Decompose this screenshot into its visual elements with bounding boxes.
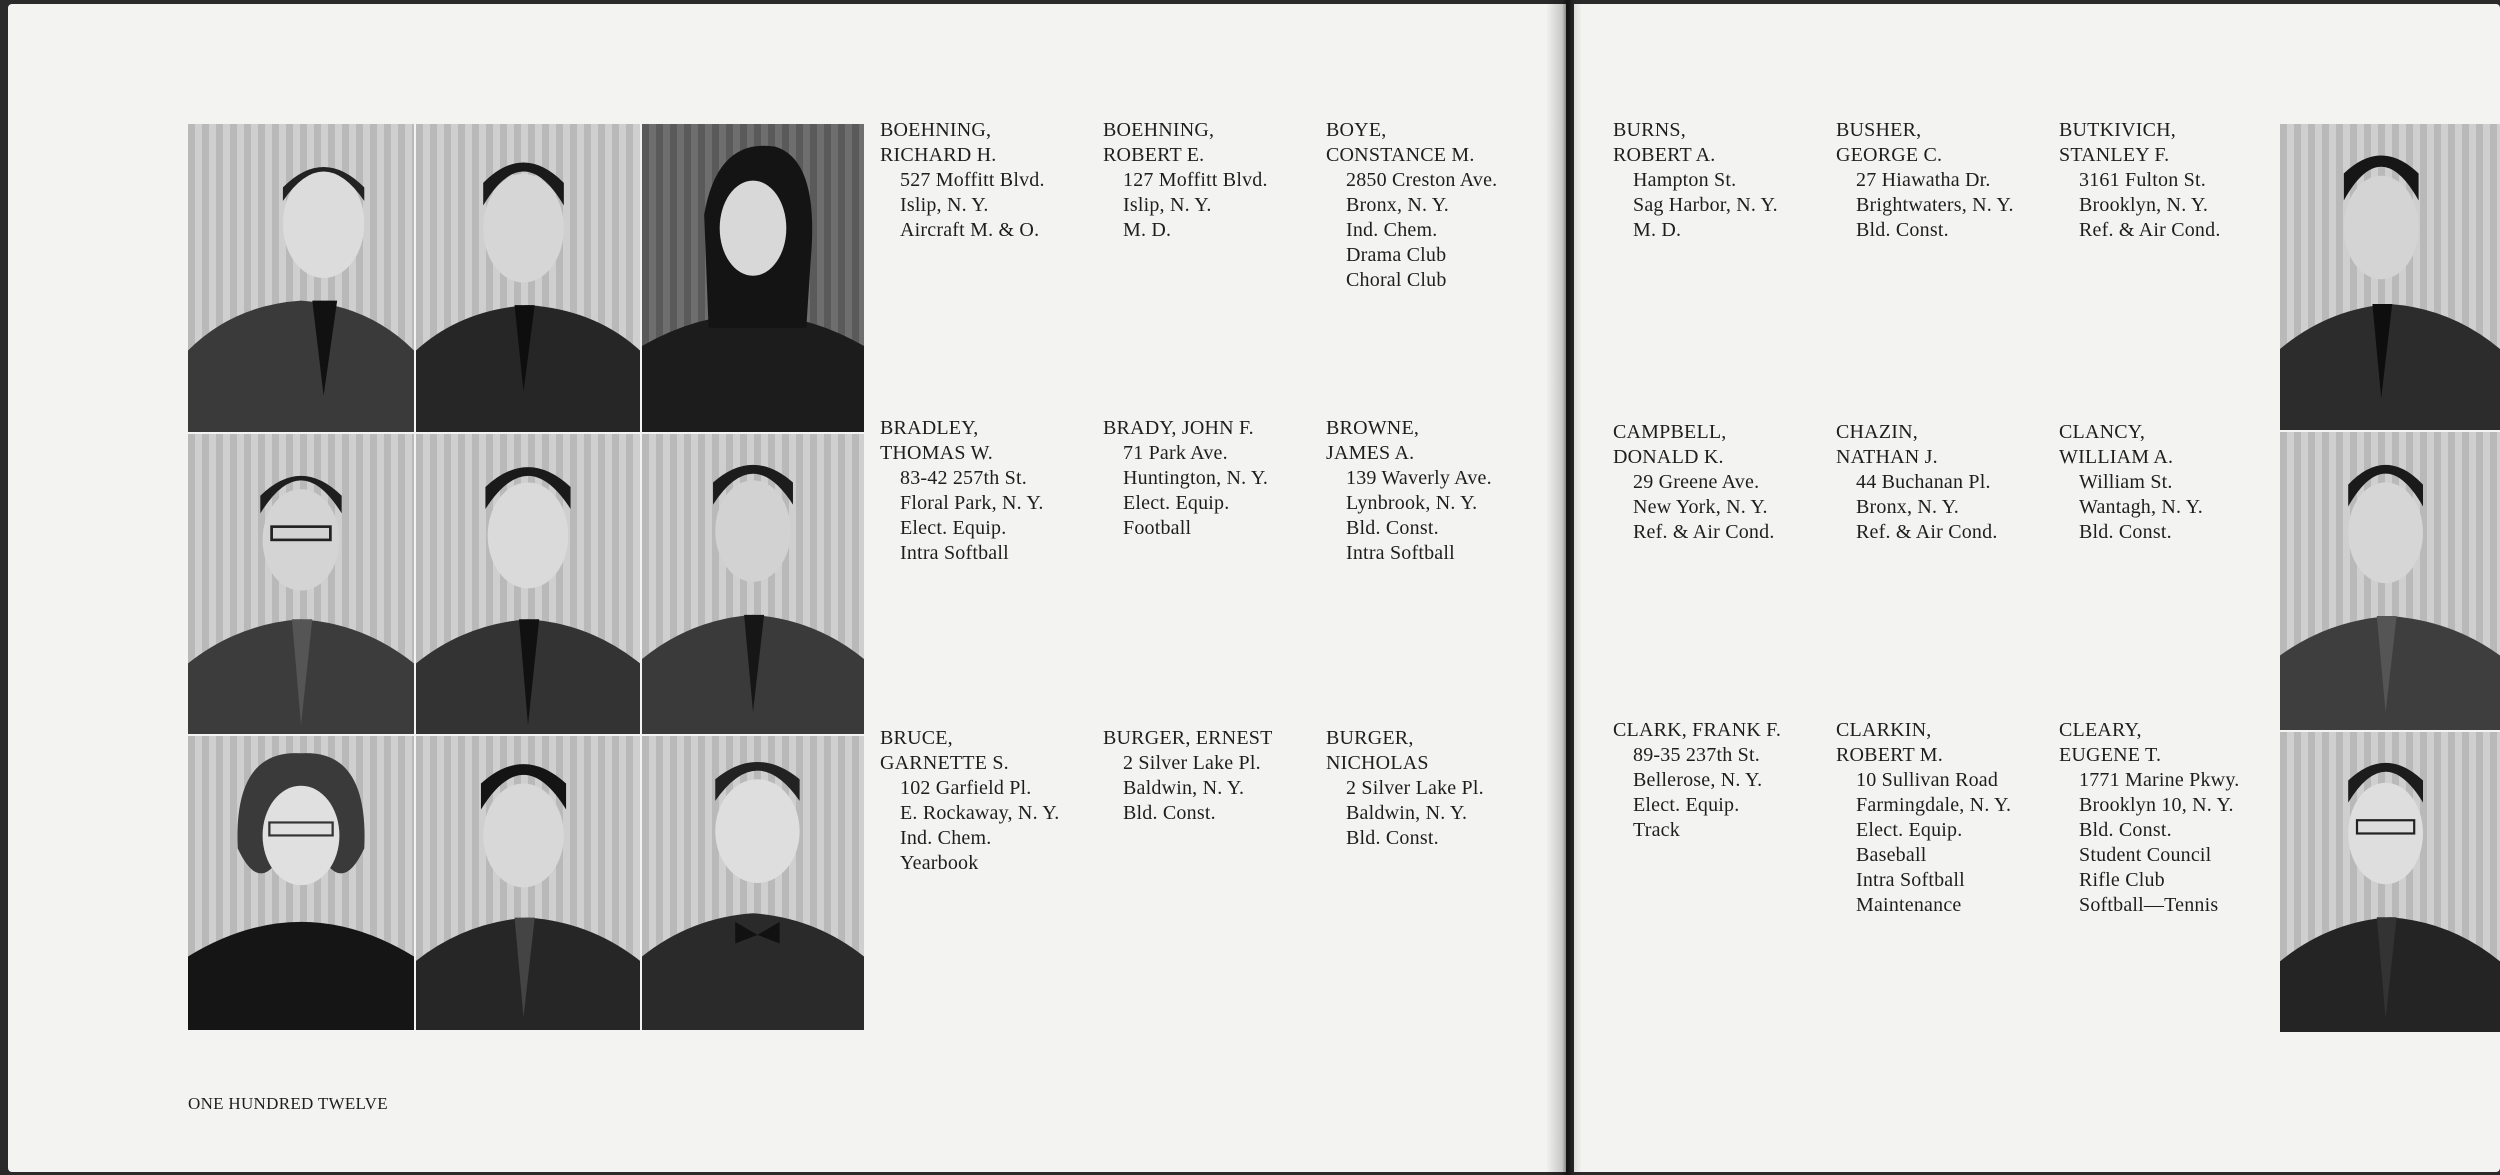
portrait-burger-nicholas [642, 736, 864, 1030]
entry-name-line: BUSHER, [1836, 119, 1922, 141]
entry-detail: 127 Moffitt Blvd. [1123, 169, 1268, 191]
entry-detail: Bld. Const. [1346, 827, 1439, 849]
entry-detail: 83-42 257th St. [900, 467, 1027, 489]
entry-detail: Bellerose, N. Y. [1633, 769, 1763, 791]
entry-detail: 27 Hiawatha Dr. [1856, 169, 1991, 191]
entry-name-line: BURGER, [1326, 727, 1414, 749]
entry-detail: William St. [2079, 471, 2173, 493]
entry-detail: Islip, N. Y. [900, 194, 989, 216]
entry-detail: Lynbrook, N. Y. [1346, 492, 1478, 514]
portrait-burns-robert [2280, 124, 2500, 430]
entry-detail: 102 Garfield Pl. [900, 777, 1032, 799]
entry-detail: New York, N. Y. [1633, 496, 1768, 518]
entry-detail: Islip, N. Y. [1123, 194, 1212, 216]
entry-name-line: CLEARY, [2059, 719, 2142, 741]
entry-detail: Football [1123, 517, 1192, 539]
entry-burns-robert [1613, 118, 1778, 243]
entry-detail: 3161 Fulton St. [2079, 169, 2206, 191]
entry-boye-constance [1326, 118, 1497, 293]
entry-name-line: WILLIAM A. [2059, 446, 2174, 468]
entry-name-line: ROBERT E. [1103, 144, 1205, 166]
entry-detail: Farmingdale, N. Y. [1856, 794, 2012, 816]
entry-boehning-robert [1103, 118, 1268, 243]
book-gutter [1546, 0, 1582, 1175]
entry-name-line: BOEHNING, [1103, 119, 1215, 141]
portrait-boye-constance [642, 124, 864, 432]
entry-name-line: THOMAS W. [880, 442, 993, 464]
entry-detail: Aircraft M. & O. [900, 219, 1040, 241]
entry-detail: E. Rockaway, N. Y. [900, 802, 1060, 824]
entry-clark-frank [1613, 718, 1781, 843]
entry-detail: Bld. Const. [1346, 517, 1439, 539]
entry-clancy-william [2059, 420, 2203, 545]
entry-detail: Elect. Equip. [1856, 819, 1963, 841]
entry-detail: 89-35 237th St. [1633, 744, 1760, 766]
entry-name-line: CHAZIN, [1836, 421, 1918, 443]
entry-name-line: GEORGE C. [1836, 144, 1943, 166]
entry-detail: 2 Silver Lake Pl. [1346, 777, 1484, 799]
page-folio: ONE HUNDRED TWELVE [188, 1094, 388, 1113]
portrait-boehning-robert [416, 124, 640, 432]
entry-detail: Ref. & Air Cond. [2079, 219, 2221, 241]
entry-detail: Bld. Const. [2079, 521, 2172, 543]
portrait-browne-james [642, 434, 864, 734]
entry-detail: Wantagh, N. Y. [2079, 496, 2203, 518]
entry-name-line: CONSTANCE M. [1326, 144, 1475, 166]
entry-detail: Intra Softball [1856, 869, 1965, 891]
portrait-burger-ernest [416, 736, 640, 1030]
entry-detail: 139 Waverly Ave. [1346, 467, 1492, 489]
entry-detail: Rifle Club [2079, 869, 2165, 891]
entry-detail: Brooklyn, N. Y. [2079, 194, 2209, 216]
entry-busher-george [1836, 118, 2014, 243]
entry-detail: Bld. Const. [1123, 802, 1216, 824]
entry-detail: 10 Sullivan Road [1856, 769, 1999, 791]
entry-detail: Elect. Equip. [1633, 794, 1740, 816]
entry-detail: Student Council [2079, 844, 2212, 866]
portrait-boehning-richard [188, 124, 414, 432]
entry-butkivich-stanley [2059, 118, 2221, 243]
entry-detail: Track [1633, 819, 1680, 841]
entry-detail: 2850 Creston Ave. [1346, 169, 1498, 191]
entry-clarkin-robert [1836, 718, 2011, 918]
entry-detail: Elect. Equip. [900, 517, 1007, 539]
entry-name-line: DONALD K. [1613, 446, 1724, 468]
entry-detail: Maintenance [1856, 894, 1962, 916]
entry-brady-john [1103, 416, 1268, 541]
entry-detail: Huntington, N. Y. [1123, 467, 1269, 489]
entry-name-line: CAMPBELL, [1613, 421, 1727, 443]
entry-cleary-eugene [2059, 718, 2239, 918]
entry-detail: Bronx, N. Y. [1856, 496, 1959, 518]
entry-name-line: BUTKIVICH, [2059, 119, 2176, 141]
entry-detail: Choral Club [1346, 269, 1447, 291]
entry-detail: Bld. Const. [2079, 819, 2172, 841]
entry-detail: M. D. [1633, 219, 1682, 241]
entry-name-line: BRADY, JOHN F. [1103, 417, 1254, 439]
entry-name-line: BURGER, ERNEST [1103, 727, 1273, 749]
entry-detail: Ref. & Air Cond. [1633, 521, 1775, 543]
entry-name-line: BURNS, [1613, 119, 1686, 141]
entry-name-line: ROBERT M. [1836, 744, 1943, 766]
entry-browne-james [1326, 416, 1492, 566]
portrait-campbell-donald [2280, 432, 2500, 730]
entry-detail: Yearbook [900, 852, 979, 874]
entry-detail: Ref. & Air Cond. [1856, 521, 1998, 543]
entry-name-line: BOEHNING, [880, 119, 992, 141]
entry-detail: Hampton St. [1633, 169, 1737, 191]
entry-name-line: STANLEY F. [2059, 144, 2170, 166]
entry-name-line: CLARK, FRANK F. [1613, 719, 1782, 741]
entry-detail: M. D. [1123, 219, 1172, 241]
entry-name-line: JAMES A. [1326, 442, 1415, 464]
entry-detail: Intra Softball [1346, 542, 1455, 564]
entry-name-line: NICHOLAS [1326, 752, 1429, 774]
portrait-bruce-garnette [188, 736, 414, 1030]
entry-detail: 44 Buchanan Pl. [1856, 471, 1991, 493]
entry-detail: 1771 Marine Pkwy. [2079, 769, 2240, 791]
entry-burger-ernest [1103, 726, 1272, 826]
entry-name-line: BRUCE, [880, 727, 953, 749]
entry-detail: Baseball [1856, 844, 1927, 866]
entry-detail: Baldwin, N. Y. [1346, 802, 1468, 824]
entry-name-line: EUGENE T. [2059, 744, 2162, 766]
entry-detail: Bronx, N. Y. [1346, 194, 1449, 216]
entry-detail: 2 Silver Lake Pl. [1123, 752, 1261, 774]
entry-detail: 527 Moffitt Blvd. [900, 169, 1045, 191]
entry-detail: Drama Club [1346, 244, 1447, 266]
entry-name-line: GARNETTE S. [880, 752, 1009, 774]
entry-chazin-nathan [1836, 420, 1998, 545]
entry-detail: Sag Harbor, N. Y. [1633, 194, 1778, 216]
entry-detail: Elect. Equip. [1123, 492, 1230, 514]
entry-name-line: BOYE, [1326, 119, 1387, 141]
entry-detail: Intra Softball [900, 542, 1009, 564]
entry-name-line: RICHARD H. [880, 144, 997, 166]
entry-name-line: CLARKIN, [1836, 719, 1932, 741]
entry-detail: Floral Park, N. Y. [900, 492, 1044, 514]
entry-detail: Ind. Chem. [900, 827, 992, 849]
entry-campbell-donald [1613, 420, 1775, 545]
entry-name-line: BROWNE, [1326, 417, 1420, 439]
entry-detail: Softball—Tennis [2079, 894, 2219, 916]
entry-name-line: NATHAN J. [1836, 446, 1938, 468]
portrait-chazin-nathan [2280, 732, 2500, 1032]
entry-name-line: BRADLEY, [880, 417, 979, 439]
entry-detail: 71 Park Ave. [1123, 442, 1228, 464]
entry-burger-nicholas [1326, 726, 1484, 851]
entry-bradley-thomas [880, 416, 1044, 566]
portrait-bradley-thomas [188, 434, 414, 734]
portrait-brady-john [416, 434, 640, 734]
entry-detail: Baldwin, N. Y. [1123, 777, 1245, 799]
entry-detail: 29 Greene Ave. [1633, 471, 1760, 493]
entry-detail: Brooklyn 10, N. Y. [2079, 794, 2234, 816]
entry-boehning-richard [880, 118, 1045, 243]
entry-detail: Bld. Const. [1856, 219, 1949, 241]
entry-name-line: CLANCY, [2059, 421, 2146, 443]
entry-bruce-garnette [880, 726, 1060, 876]
entry-detail: Ind. Chem. [1346, 219, 1438, 241]
entry-name-line: ROBERT A. [1613, 144, 1716, 166]
entry-detail: Brightwaters, N. Y. [1856, 194, 2014, 216]
